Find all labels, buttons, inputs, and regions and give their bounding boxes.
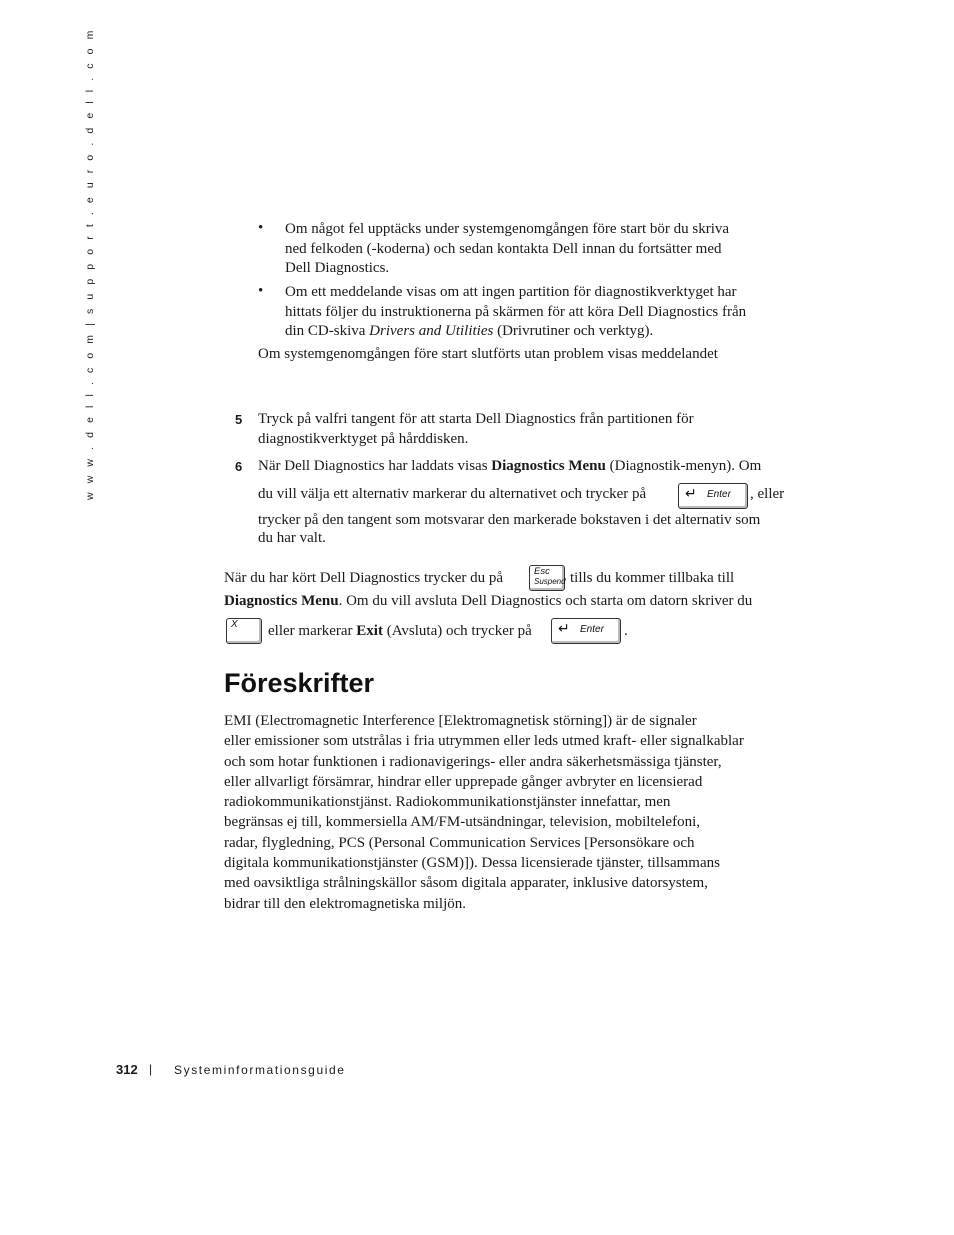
step-6-number: 6 [235, 459, 243, 474]
step-5-number: 5 [235, 412, 243, 427]
emi-line: och som hotar funktionen i radionavigerings- eller andra säkerhetsmässiga tjänster, [224, 753, 722, 770]
enter-key-icon [551, 618, 621, 644]
page-number: 312 [116, 1062, 138, 1077]
closing-line-3-middle: eller markerar [268, 623, 357, 639]
closing-line-2-suffix: . Om du vill avsluta Dell Diagnostics och starta om datorn skriver du [338, 593, 753, 609]
bullet-2-line-2: hittats följer du instruktionerna på skärmen för att köra Dell Diagnostics från [285, 303, 747, 320]
step-6-line-4: du har valt. [258, 530, 326, 546]
step-6-line-2-suffix: , eller [750, 486, 785, 502]
bullet-item-2 [285, 283, 805, 342]
emi-line: begränsas ej till, kommersiella AM/FM-utsändningar, television, mobiltelefoni, [224, 814, 700, 831]
x-key-icon [226, 618, 262, 644]
emi-line: eller emissioner som utstrålas i fria utrymmen eller leds utmed kraft- eller signalkablar [224, 733, 744, 750]
step-6-line-3: trycker på den tangent som motsvarar den markerade bokstaven i det alternativ som [258, 512, 761, 528]
step-5-text [258, 410, 818, 449]
esc-key-label: Esc [534, 566, 550, 577]
enter-key-label: Enter [707, 489, 731, 500]
step-6-line-2-prefix: du vill välja ett alternativ markerar du alternativet och trycker på [258, 486, 647, 502]
exit-label: Exit [356, 623, 383, 639]
emi-line: radar, flygledning, PCS (Personal Communication Services [Personsökare och [224, 834, 695, 851]
closing-line-3 [268, 622, 532, 642]
closing-line-3-after: (Avsluta) och trycker på [382, 623, 532, 639]
enter-key-label: Enter [580, 624, 604, 635]
section-heading: Föreskrifter [224, 668, 375, 698]
enter-key-icon [678, 483, 748, 509]
diagnostics-menu-label: Diagnostics Menu [491, 458, 606, 474]
bullet-marker: • [258, 220, 264, 236]
emi-line: digitala kommunikationstjänster (GSM)]). Dessa licensierade tjänster, tillsammans [224, 855, 720, 872]
drivers-utilities-title: Drivers and Utilities [369, 323, 494, 339]
side-url [80, 27, 100, 502]
x-key-label: X [231, 619, 238, 630]
emi-line: bidrar till den elektromagnetiska miljön. [224, 895, 467, 912]
closing-line-1-prefix: När du har kört Dell Diagnostics trycker du på [224, 570, 504, 586]
pretest-sentence: Om systemgenomgången före start slutförts utan problem visas meddelandet [258, 346, 718, 362]
emi-paragraph [224, 711, 824, 914]
bullet-1-line-3: Dell Diagnostics. [285, 260, 390, 276]
bullet-2-line-3-suffix: (Drivrutiner och verktyg). [493, 323, 654, 339]
bullet-1-line-1: Om något fel upptäcks under systemgenomgången före start bör du skriva [285, 221, 730, 237]
emi-line: med oavsiktliga strålningskällor såsom digitala apparater, inklusive datorsystem, [224, 875, 708, 892]
emi-line: radiokommunikationstjänst. Radiokommunikationstjänster innefattar, men [224, 794, 671, 811]
step-6-line-1-prefix: När Dell Diagnostics har laddats visas [258, 458, 492, 474]
enter-arrow-icon: ↵ [685, 485, 697, 501]
bullet-2-line-3-prefix: din CD-skiva [285, 323, 370, 339]
bullet-marker: • [258, 283, 264, 299]
emi-line: EMI (Electromagnetic Interference [Elektromagnetisk störning]) är de signaler [224, 713, 697, 729]
guide-title: Systeminformationsguide [174, 1063, 346, 1077]
step-6-line-1 [258, 457, 838, 477]
bullet-2-line-3 [285, 322, 805, 342]
step-5-line-1: Tryck på valfri tangent för att starta Dell Diagnostics från partitionen för [258, 411, 694, 427]
step-6-line-1-suffix: (Diagnostik-menyn). Om [605, 458, 762, 474]
closing-line-1-suffix: tills du kommer tillbaka till [570, 570, 735, 586]
closing-line-2 [224, 592, 824, 612]
suspend-key-label: Suspend [534, 577, 566, 586]
side-url-text: w w w . d e l l . c o m | s u p p o r t . e u r o . d e l l . c o m [84, 27, 96, 500]
step-5-line-2: diagnostikverktyget på hårddisken. [258, 430, 469, 447]
diagnostics-menu-label-2: Diagnostics Menu [224, 593, 339, 609]
bullet-1-line-2: ned felkoden (-koderna) och sedan kontakta Dell innan du fortsätter med [285, 240, 722, 257]
bullet-item-1 [285, 220, 805, 279]
enter-arrow-icon: ↵ [558, 620, 570, 636]
footer-separator: | [149, 1062, 153, 1076]
bullet-2-line-1: Om ett meddelande visas om att ingen partition för diagnostikverktyget har [285, 284, 737, 300]
emi-line: eller allvarligt försämrar, hindrar eller upprepade gånger avbryter en licensierad [224, 773, 703, 790]
closing-line-3-end: . [624, 623, 628, 639]
esc-suspend-key-icon [529, 565, 565, 591]
